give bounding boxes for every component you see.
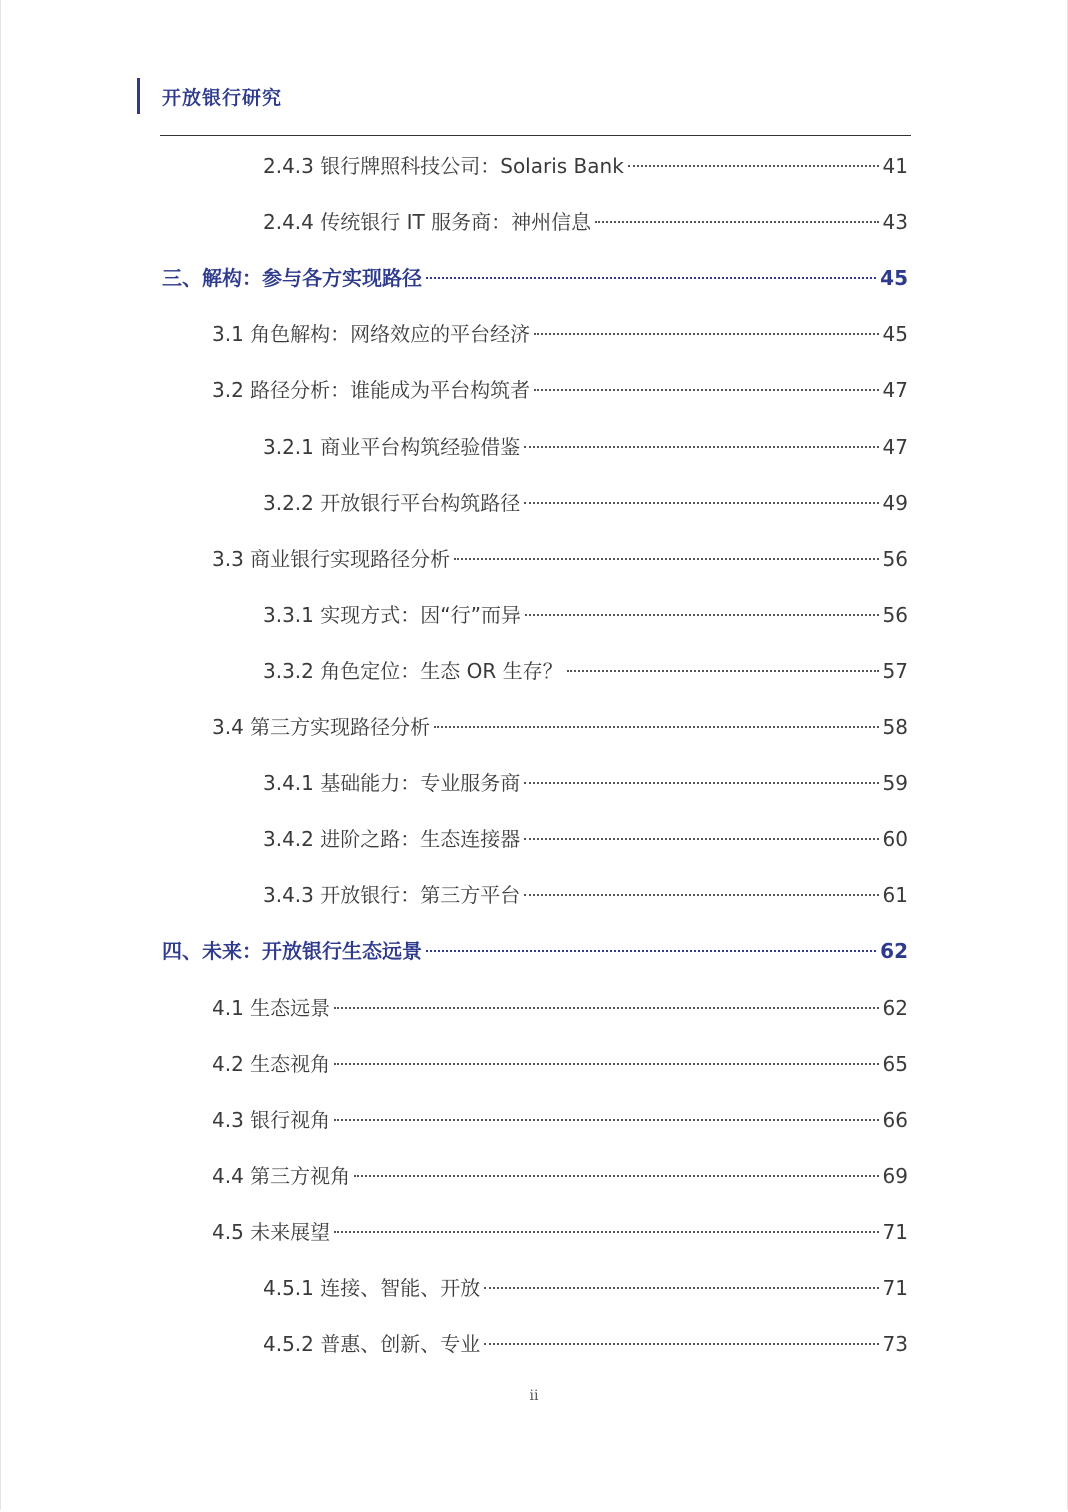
toc-entry-label: 2.4.3 银行牌照科技公司：Solaris Bank (263, 154, 624, 178)
toc-entry[interactable] (212, 1049, 908, 1079)
toc-dot-leader (567, 670, 879, 672)
toc-entry-page: 58 (882, 715, 908, 739)
toc-entry-page: 62 (882, 996, 908, 1020)
toc-entry[interactable] (263, 600, 908, 630)
toc-entry-page: 47 (882, 435, 908, 459)
toc-entry-label: 3.3.1 实现方式：因“行”而异 (263, 603, 521, 627)
toc-entry-label: 3.2 路径分析：谁能成为平台构筑者 (212, 378, 531, 402)
toc-entry-label: 4.4 第三方视角 (212, 1164, 351, 1188)
running-header-title: 开放银行研究 (162, 87, 283, 109)
toc-entry[interactable] (263, 880, 908, 910)
toc-entry[interactable] (212, 1161, 908, 1191)
toc-entry[interactable] (212, 993, 908, 1023)
toc-entry-label: 4.2 生态视角 (212, 1052, 331, 1076)
toc-entry-page: 43 (882, 210, 908, 234)
toc-entry[interactable] (263, 488, 908, 518)
toc-entry-page: 60 (882, 827, 908, 851)
toc-dot-leader (525, 614, 879, 616)
toc-entry[interactable] (263, 432, 908, 462)
toc-entry-page: 47 (882, 378, 908, 402)
toc-entry-page: 71 (882, 1276, 908, 1300)
toc-entry-page: 59 (882, 771, 908, 795)
toc-dot-leader (334, 1007, 878, 1009)
toc-entry-page: 56 (882, 603, 908, 627)
toc-dot-leader (426, 277, 876, 279)
toc-dot-leader (524, 502, 878, 504)
toc-entry-label: 3.4.3 开放银行：第三方平台 (263, 883, 521, 907)
toc-dot-leader (484, 1287, 878, 1289)
toc-entry[interactable] (212, 375, 908, 405)
toc-entry-label: 3.4.1 基础能力：专业服务商 (263, 771, 521, 795)
toc-chapter-entry[interactable] (162, 263, 908, 293)
toc-entry-label: 3.2.1 商业平台构筑经验借鉴 (263, 435, 521, 459)
toc-entry-label: 三、解构：参与各方实现路径 (162, 266, 422, 290)
toc-dot-leader (524, 838, 878, 840)
toc-dot-leader (534, 333, 878, 335)
toc-entry-label: 3.4 第三方实现路径分析 (212, 715, 431, 739)
toc-entry[interactable] (212, 1217, 908, 1247)
toc-entry[interactable] (263, 151, 908, 181)
toc-dot-leader (334, 1063, 878, 1065)
toc-entry[interactable] (263, 824, 908, 854)
toc-entry-label: 4.5.2 普惠、创新、专业 (263, 1332, 481, 1356)
toc-entry[interactable] (263, 1273, 908, 1303)
toc-entry[interactable] (212, 712, 908, 742)
toc-dot-leader (334, 1231, 878, 1233)
toc-entry-page: 45 (880, 266, 908, 290)
toc-entry-label: 3.1 角色解构：网络效应的平台经济 (212, 322, 531, 346)
toc-entry-page: 57 (882, 659, 908, 683)
toc-entry-page: 69 (882, 1164, 908, 1188)
toc-dot-leader (524, 446, 878, 448)
toc-entry-label: 四、未来：开放银行生态远景 (162, 939, 422, 963)
toc-entry[interactable] (263, 1329, 908, 1359)
toc-entry-label: 4.1 生态远景 (212, 996, 331, 1020)
toc-entry-label: 3.2.2 开放银行平台构筑路径 (263, 491, 521, 515)
toc-dot-leader (354, 1175, 878, 1177)
toc-entry[interactable] (263, 768, 908, 798)
toc-entry-page: 62 (880, 939, 908, 963)
toc-dot-leader (595, 221, 878, 223)
toc-dot-leader (524, 894, 878, 896)
toc-entry-page: 71 (882, 1220, 908, 1244)
toc-entry[interactable] (212, 544, 908, 574)
toc-entry-page: 45 (882, 322, 908, 346)
toc-entry[interactable] (212, 319, 908, 349)
toc-dot-leader (454, 558, 878, 560)
toc-entry-page: 73 (882, 1332, 908, 1356)
toc-entry-page: 61 (882, 883, 908, 907)
toc-entry-label: 4.5 未来展望 (212, 1220, 331, 1244)
footer-page-number: ii (529, 1388, 539, 1404)
toc-entry[interactable] (263, 207, 908, 237)
toc-entry-page: 49 (882, 491, 908, 515)
toc-dot-leader (628, 165, 879, 167)
toc-entry-page: 41 (882, 154, 908, 178)
toc-entry[interactable] (263, 656, 908, 686)
toc-chapter-entry[interactable] (162, 936, 908, 966)
toc-entry-label: 3.4.2 进阶之路：生态连接器 (263, 827, 521, 851)
toc-dot-leader (334, 1119, 878, 1121)
toc-entry-label: 3.3 商业银行实现路径分析 (212, 547, 451, 571)
toc-dot-leader (426, 950, 876, 952)
toc-entry-label: 4.5.1 连接、智能、开放 (263, 1276, 481, 1300)
toc-dot-leader (534, 389, 878, 391)
toc-entry-label: 3.3.2 角色定位：生态 OR 生存？ (263, 659, 563, 683)
toc-dot-leader (434, 726, 878, 728)
toc-dot-leader (524, 782, 878, 784)
toc-entry-page: 65 (882, 1052, 908, 1076)
toc-entry-page: 56 (882, 547, 908, 571)
toc-dot-leader (484, 1343, 878, 1345)
toc-entry-label: 2.4.4 传统银行 IT 服务商：神州信息 (263, 210, 592, 234)
toc-entry-label: 4.3 银行视角 (212, 1108, 331, 1132)
toc-entry-page: 66 (882, 1108, 908, 1132)
toc-entry[interactable] (212, 1105, 908, 1135)
